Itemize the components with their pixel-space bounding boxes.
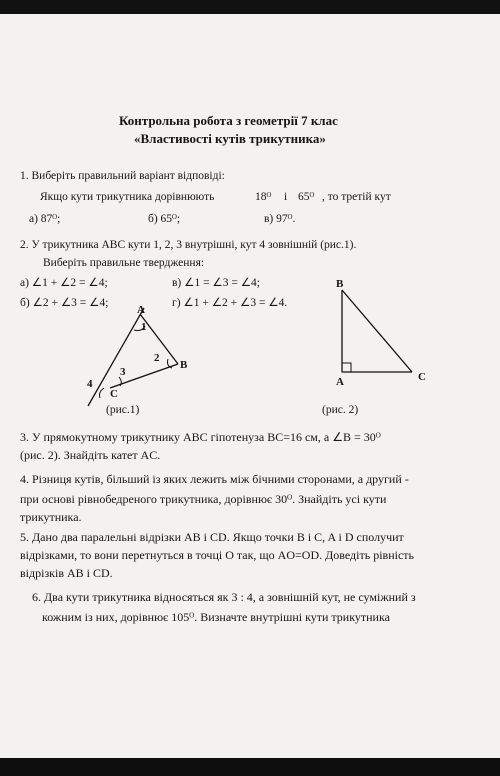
right-triangle-figure-2: [330, 274, 430, 384]
q6-line-2: кожним із них, дорівнює 105ᴼ. Визначте внутрішні кути трикутника: [42, 610, 390, 624]
fig2-label-a: A: [336, 376, 344, 388]
q2-option-g: г) ∠1 + ∠2 + ∠3 = ∠4.: [172, 297, 288, 309]
q1-option-b: б) 65ᴼ;: [148, 213, 181, 225]
q1-heading: 1. Виберіть правильний варіант відповіді:: [20, 170, 225, 182]
fig2-label-c: C: [418, 371, 426, 383]
fig2-label-b: B: [336, 278, 344, 290]
title-line-1: Контрольна робота з геометрії 7 клас: [119, 113, 338, 128]
fig1-label-angle-2: 2: [154, 352, 160, 364]
q5-line-3: відрізків AB і CD.: [20, 566, 113, 580]
q4-line-3: трикутника.: [20, 510, 82, 524]
q3-line-2: (рис. 2). Знайдіть катет AC.: [20, 448, 161, 462]
q1-text-a: Якщо кути трикутника дорівнюють: [40, 191, 215, 203]
fig1-caption: (рис.1): [106, 404, 140, 416]
fig1-label-a: A: [137, 304, 145, 316]
q4-line-2: при основі рівнобедреного трикутника, дорівнює 30ᴼ. Знайдіть усі кути: [20, 492, 387, 506]
q1-text-b: , то третій кут: [322, 191, 391, 203]
q5-line-1: 5. Дано два паралельні відрізки AB і CD. Якщо точки B і C, A і D сполучит: [20, 530, 404, 544]
q2-option-b: б) ∠2 + ∠3 = ∠4;: [20, 297, 109, 309]
q1-option-a: а) 87ᴼ;: [29, 213, 61, 225]
q6-line-1: 6. Два кути трикутника відносяться як 3 : 4, а зовнішній кут, не суміжний з: [32, 590, 416, 604]
fig1-angle-4-arc: [100, 388, 105, 398]
q1-value-2: 65ᴼ: [298, 191, 315, 203]
scan-bottom-edge: [0, 758, 500, 776]
fig2-caption: (рис. 2): [322, 404, 359, 416]
q2-heading: 2. У трикутника ABC кути 1, 2, 3 внутрішні, кут 4 зовнішній (рис.1).: [20, 239, 357, 251]
fig1-label-angle-4: 4: [87, 378, 93, 390]
title-line-2: «Властивості кутів трикутника»: [134, 131, 326, 146]
triangle-figure-1: [70, 302, 200, 412]
fig1-label-b: B: [180, 359, 188, 371]
fig2-hypotenuse-bc: [342, 290, 412, 372]
q1-value-1: 18ᴼ: [255, 191, 272, 203]
q2-option-a: а) ∠1 + ∠2 = ∠4;: [20, 277, 108, 289]
q2-option-v: в) ∠1 = ∠3 = ∠4;: [172, 277, 260, 289]
fig1-label-angle-3: 3: [120, 366, 126, 378]
q3-line-1: 3. У прямокутному трикутнику ABC гіпотенуза BC=16 см, а ∠B = 30ᴼ: [20, 430, 381, 444]
q4-line-1: 4. Різниця кутів, більший із яких лежить між бічними сторонами, а другий -: [20, 472, 409, 486]
q1-conjunction: і: [284, 191, 288, 203]
q1-option-c: в) 97ᴼ.: [264, 213, 296, 225]
q2-subheading: Виберіть правильне твердження:: [43, 257, 205, 269]
worksheet-page: [0, 14, 500, 760]
fig1-label-angle-1: 1: [141, 321, 147, 333]
fig2-right-angle-mark: [342, 363, 351, 372]
q5-line-2: відрізками, то вони перетнуться в точці O так, що AO=OD. Доведіть рівність: [20, 548, 415, 562]
fig1-label-c: C: [110, 388, 118, 400]
